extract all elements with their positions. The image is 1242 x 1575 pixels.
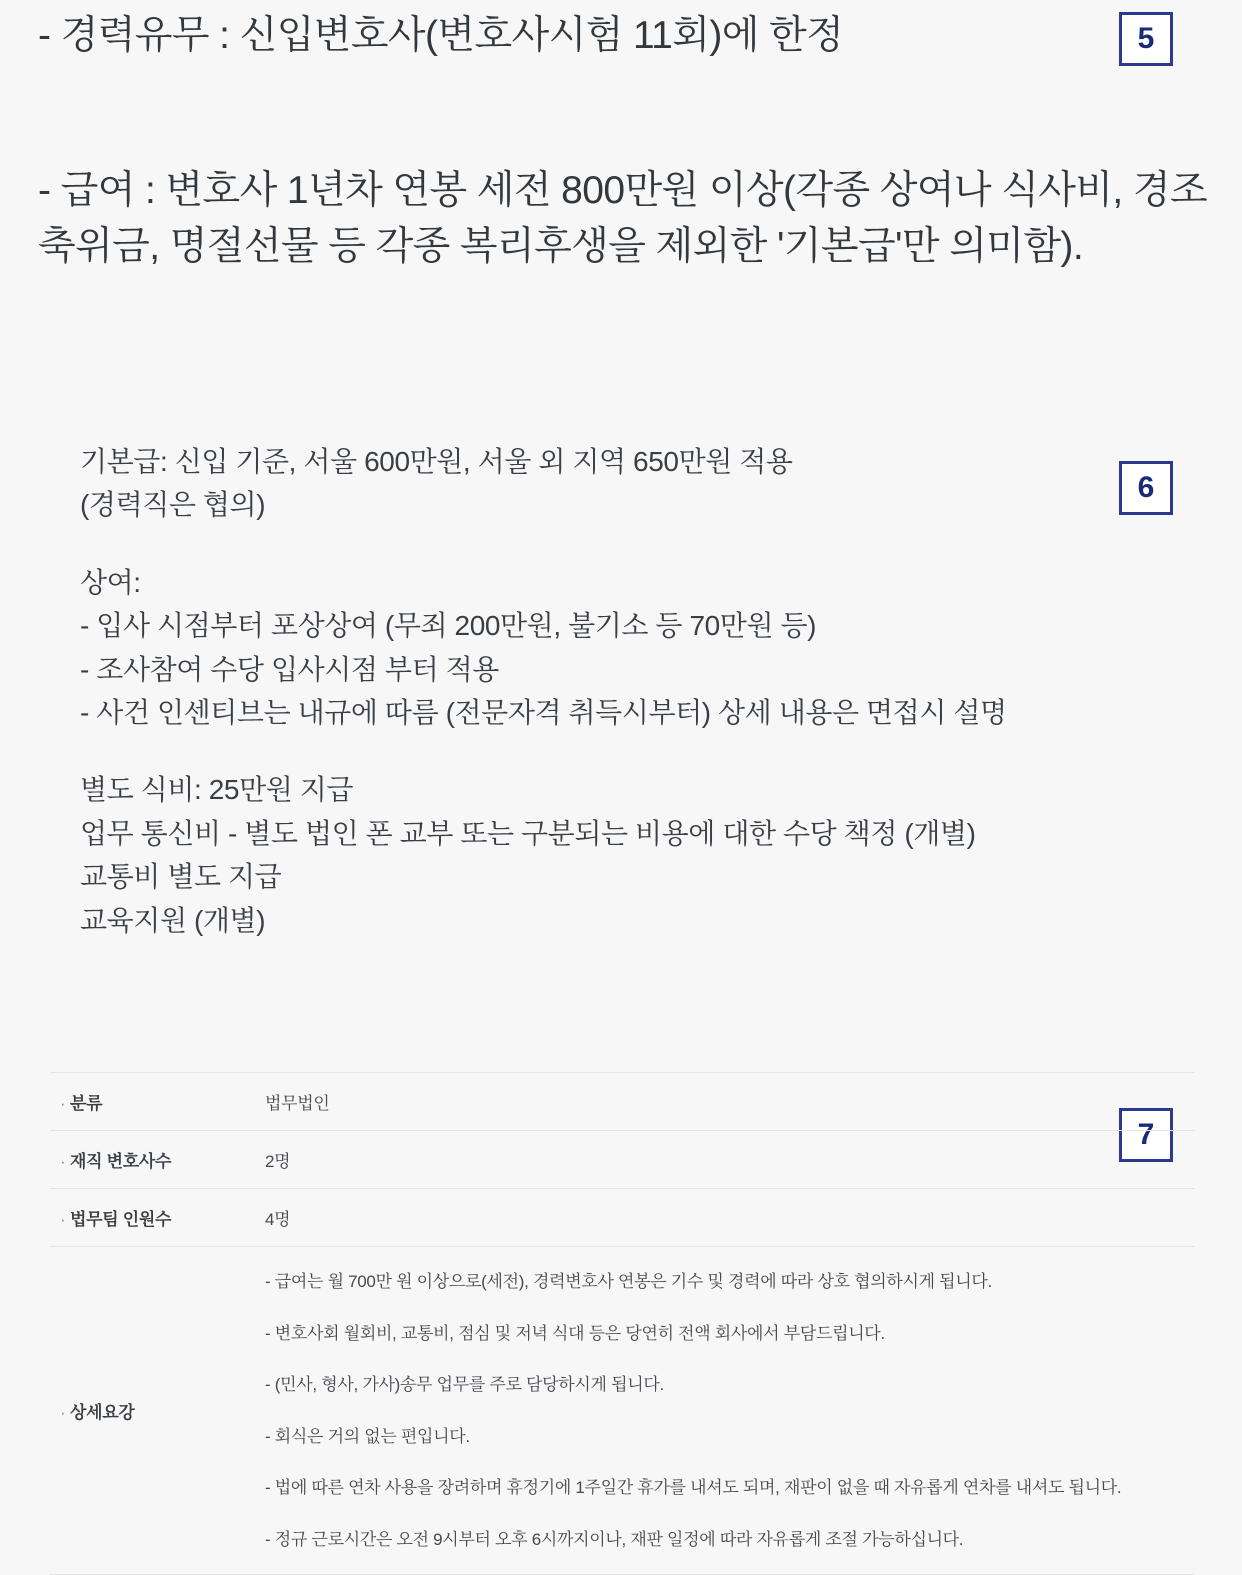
detail-item: - 급여는 월 700만 원 이상으로(세전), 경력변호사 연봉은 기수 및 경력에 따라 상호 협의하시게 됩니다. xyxy=(265,1272,992,1291)
compensation-details-block xyxy=(80,440,1180,942)
annotation-marker-5: 5 xyxy=(1119,12,1173,66)
job-info-table xyxy=(50,1072,1195,1575)
bullet-icon: · xyxy=(60,1152,66,1171)
row-label xyxy=(50,1073,265,1131)
bonus-item: - 사건 인센티브는 내규에 따름 (전문자격 취득시부터) 상세 내용은 면접시 설명 xyxy=(80,696,1007,728)
detail-item: - (민사, 형사, 가사)송무 업무를 주로 담당하시게 됩니다. xyxy=(265,1375,664,1394)
row-value: 법무법인 xyxy=(265,1094,330,1113)
row-label xyxy=(50,1247,265,1575)
row-label-text: 분류 xyxy=(70,1094,103,1113)
career-requirement-line: - 경력유무 : 신입변호사(변호사시험 11회)에 한정 xyxy=(38,14,844,57)
job-summary-block xyxy=(38,8,1218,274)
detail-item: - 변호사회 월회비, 교통비, 점심 및 저녁 식대 등은 당연히 전액 회사에서 부담드립니다. xyxy=(265,1323,885,1343)
table-row-details xyxy=(50,1247,1195,1575)
salary-requirement-paragraph: - 급여 : 변호사 1년차 연봉 세전 800만원 이상(각종 상여나 식사비, 경조축위금, 명절선물 등 각종 복리후생을 제외한 '기본급'만 의미함). xyxy=(38,169,1208,268)
row-label-text: 재직 변호사수 xyxy=(70,1152,172,1171)
bonus-item: - 입사 시점부터 포상상여 (무죄 200만원, 불기소 등 70만원 등) xyxy=(80,610,817,642)
base-pay-line-1: 기본급: 신입 기준, 서울 600만원, 서울 외 지역 650만원 적용 xyxy=(80,446,793,477)
annotation-marker-7: 7 xyxy=(1119,1108,1173,1162)
bullet-icon: · xyxy=(60,1094,66,1113)
base-pay-line-2: (경력직은 협의) xyxy=(80,489,266,521)
bonus-title: 상여: xyxy=(80,566,141,598)
spacer-1 xyxy=(80,527,1180,561)
benefit-item: 업무 통신비 - 별도 법인 폰 교부 또는 구분되는 비용에 대한 수당 책정 (개별) xyxy=(80,817,976,849)
benefit-item: 교육지원 (개별) xyxy=(80,904,266,936)
bullet-icon: · xyxy=(60,1403,66,1422)
row-label-text: 상세요강 xyxy=(70,1403,135,1422)
detail-item: - 회식은 거의 없는 편입니다. xyxy=(265,1426,470,1446)
annotation-marker-6: 6 xyxy=(1119,461,1173,515)
detail-item: - 정규 근로시간은 오전 9시부터 오후 6시까지이나, 재판 일정에 따라 자유롭게 조절 가능하십니다. xyxy=(265,1529,964,1549)
row-label-text: 법무팀 인원수 xyxy=(70,1210,172,1229)
row-label xyxy=(50,1131,265,1189)
table-row xyxy=(50,1131,1195,1189)
row-value xyxy=(265,1247,1195,1575)
spacer-2 xyxy=(80,734,1180,768)
detail-item: - 법에 따른 연차 사용을 장려하며 휴정기에 1주일간 휴가를 내셔도 되며, 재판이 없을 때 자유롭게 연차를 내셔도 됩니다. xyxy=(265,1478,1122,1497)
row-label xyxy=(50,1189,265,1247)
detail-list xyxy=(265,1269,1167,1552)
benefit-item: 교통비 별도 지급 xyxy=(80,861,282,893)
row-value: 4명 xyxy=(265,1210,291,1229)
bullet-icon: · xyxy=(60,1210,66,1229)
row-value: 2명 xyxy=(265,1152,291,1171)
benefit-item: 별도 식비: 25만원 지급 xyxy=(80,774,354,806)
bonus-item: - 조사참여 수당 입사시점 부터 적용 xyxy=(80,653,499,685)
table-row xyxy=(50,1073,1195,1131)
table-row xyxy=(50,1189,1195,1247)
